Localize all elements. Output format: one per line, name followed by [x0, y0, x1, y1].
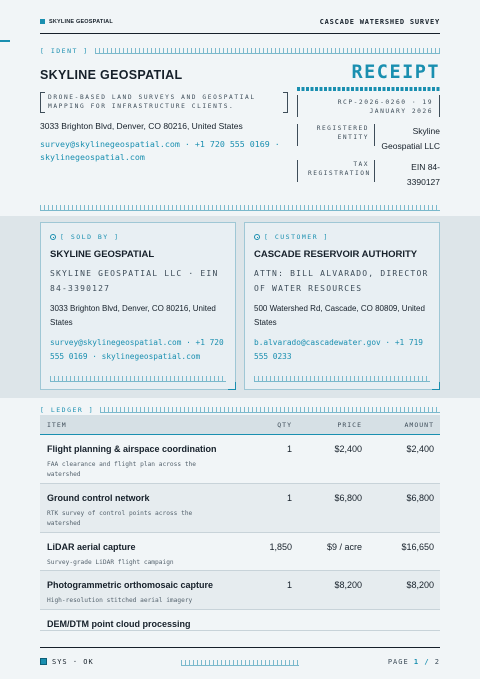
table-row [40, 435, 440, 484]
item-amount: $8,200 [406, 580, 434, 590]
item-description: High-resolution stitched aerial imagery [47, 597, 193, 604]
customer-label: [ CUSTOMER ] [264, 233, 329, 241]
customer-sub: ATTN: BILL ALVARADO, DIRECTOR OF WATER RESOURCES [254, 269, 429, 293]
brand-square-icon [40, 19, 45, 24]
customer-panel [244, 222, 440, 390]
ident-label: [ IDENT ] [40, 47, 89, 55]
column-header-amount: AMOUNT [404, 420, 434, 429]
column-header-qty: QTY [277, 420, 292, 429]
ledger-table [40, 415, 440, 631]
sold-by-contact[interactable]: survey@skylinegeospatial.com · +1 720 555 0169 · skylinegeospatial.com [50, 338, 224, 361]
item-name: Flight planning & airspace coordination [47, 444, 217, 454]
item-name: LiDAR aerial capture [47, 542, 136, 552]
column-header-price: PRICE [337, 420, 362, 429]
system-status [40, 658, 94, 666]
sold-by-label-row [50, 233, 226, 241]
seller-tagline: DRONE-BASED LAND SURVEYS AND GEOSPATIAL MAPPING FOR INFRASTRUCTURE CLIENTS. [40, 93, 288, 111]
item-name: DEM/DTM point cloud processing [47, 619, 191, 629]
sold-by-address: 3033 Brighton Blvd, Denver, CO 80216, United States [50, 304, 216, 327]
ruler-divider [100, 407, 440, 413]
table-row [40, 533, 440, 571]
page-total: 2 [434, 657, 440, 666]
item-qty: 1 [286, 580, 292, 590]
customer-address: 500 Watershed Rd, Cascade, CO 80809, United States [254, 304, 425, 327]
registered-entity-label: REGISTERED ENTITY [297, 124, 375, 146]
table-header [40, 415, 440, 435]
page-label: PAGE [387, 657, 409, 666]
customer-contact[interactable]: b.alvarado@cascadewater.gov · +1 719 555 0233 [254, 338, 423, 361]
ident-section-header [40, 46, 440, 56]
item-amount: $2,400 [406, 444, 434, 454]
item-name: Photogrammetric orthomosaic capture [47, 580, 214, 590]
sold-by-name: SKYLINE GEOSPATIAL [50, 249, 155, 260]
side-tick-mark [0, 40, 10, 42]
item-description: FAA clearance and flight plan across the watershed [47, 461, 197, 478]
item-amount: $16,650 [401, 542, 434, 552]
registered-entity-value: Skyline Geospatial LLC [381, 126, 440, 151]
item-qty: 1 [286, 444, 292, 454]
item-description: RTK survey of control points across the watershed [47, 510, 193, 527]
item-amount: $6,800 [406, 493, 434, 503]
ruler-divider [95, 48, 440, 54]
seller-name: SKYLINE GEOSPATIAL [40, 68, 183, 82]
column-header-item: ITEM [47, 420, 67, 429]
item-qty: 1,850 [269, 542, 292, 552]
ledger-section-header [40, 405, 440, 415]
customer-label-row [254, 233, 430, 241]
panel-corner-mark [228, 382, 236, 390]
receipt-block-bar [297, 87, 440, 91]
seller-contact[interactable]: survey@skylinegeospatial.com · +1 720 555 0169 · skylinegeospatial.com [40, 139, 280, 162]
brand-name: SKYLINE GEOSPATIAL [49, 18, 113, 25]
tax-registration-value: EIN 84-3390127 [406, 162, 440, 187]
target-icon [50, 234, 56, 240]
sold-by-sub: SKYLINE GEOSPATIAL LLC · EIN 84-3390127 [50, 269, 219, 293]
system-status-text: SYS · OK [52, 657, 94, 666]
registered-entity-row [297, 124, 440, 154]
seller-address: 3033 Brighton Blvd, Denver, CO 80216, United States [40, 121, 243, 131]
table-row [40, 484, 440, 533]
target-icon [254, 234, 260, 240]
item-price: $9 / acre [326, 542, 362, 552]
tax-registration-label: TAX REGISTRATION [297, 160, 375, 182]
receipt-number: RCP-2026-0260 · 19 JANUARY 2026 [297, 95, 440, 117]
sold-by-label: [ SOLD BY ] [60, 233, 120, 241]
item-name: Ground control network [47, 493, 150, 503]
item-price: $6,800 [334, 493, 362, 503]
item-qty: 1 [286, 493, 292, 503]
ruler-divider [254, 376, 430, 382]
table-row [40, 610, 440, 631]
ledger-label: [ LEDGER ] [40, 406, 95, 414]
footer [40, 647, 440, 675]
tax-registration-row [297, 160, 440, 190]
ruler-divider [181, 660, 299, 666]
ruler-divider [50, 376, 226, 382]
ruler-divider [40, 205, 440, 211]
brand [40, 19, 113, 25]
item-description: Survey-grade LiDAR flight campaign [47, 559, 174, 566]
top-bar [40, 14, 440, 34]
status-square-icon [40, 658, 47, 665]
sold-by-panel [40, 222, 236, 390]
page-indicator [388, 658, 440, 666]
page-current: 1 [413, 657, 420, 666]
item-price: $8,200 [334, 580, 362, 590]
item-price: $2,400 [334, 444, 362, 454]
panel-corner-mark [432, 382, 440, 390]
customer-name: CASCADE RESERVOIR AUTHORITY [254, 249, 418, 260]
document-title: CASCADE WATERSHED SURVEY [319, 17, 440, 26]
receipt-title: RECEIPT [351, 62, 440, 83]
page-separator: / [424, 657, 430, 666]
table-row [40, 571, 440, 610]
